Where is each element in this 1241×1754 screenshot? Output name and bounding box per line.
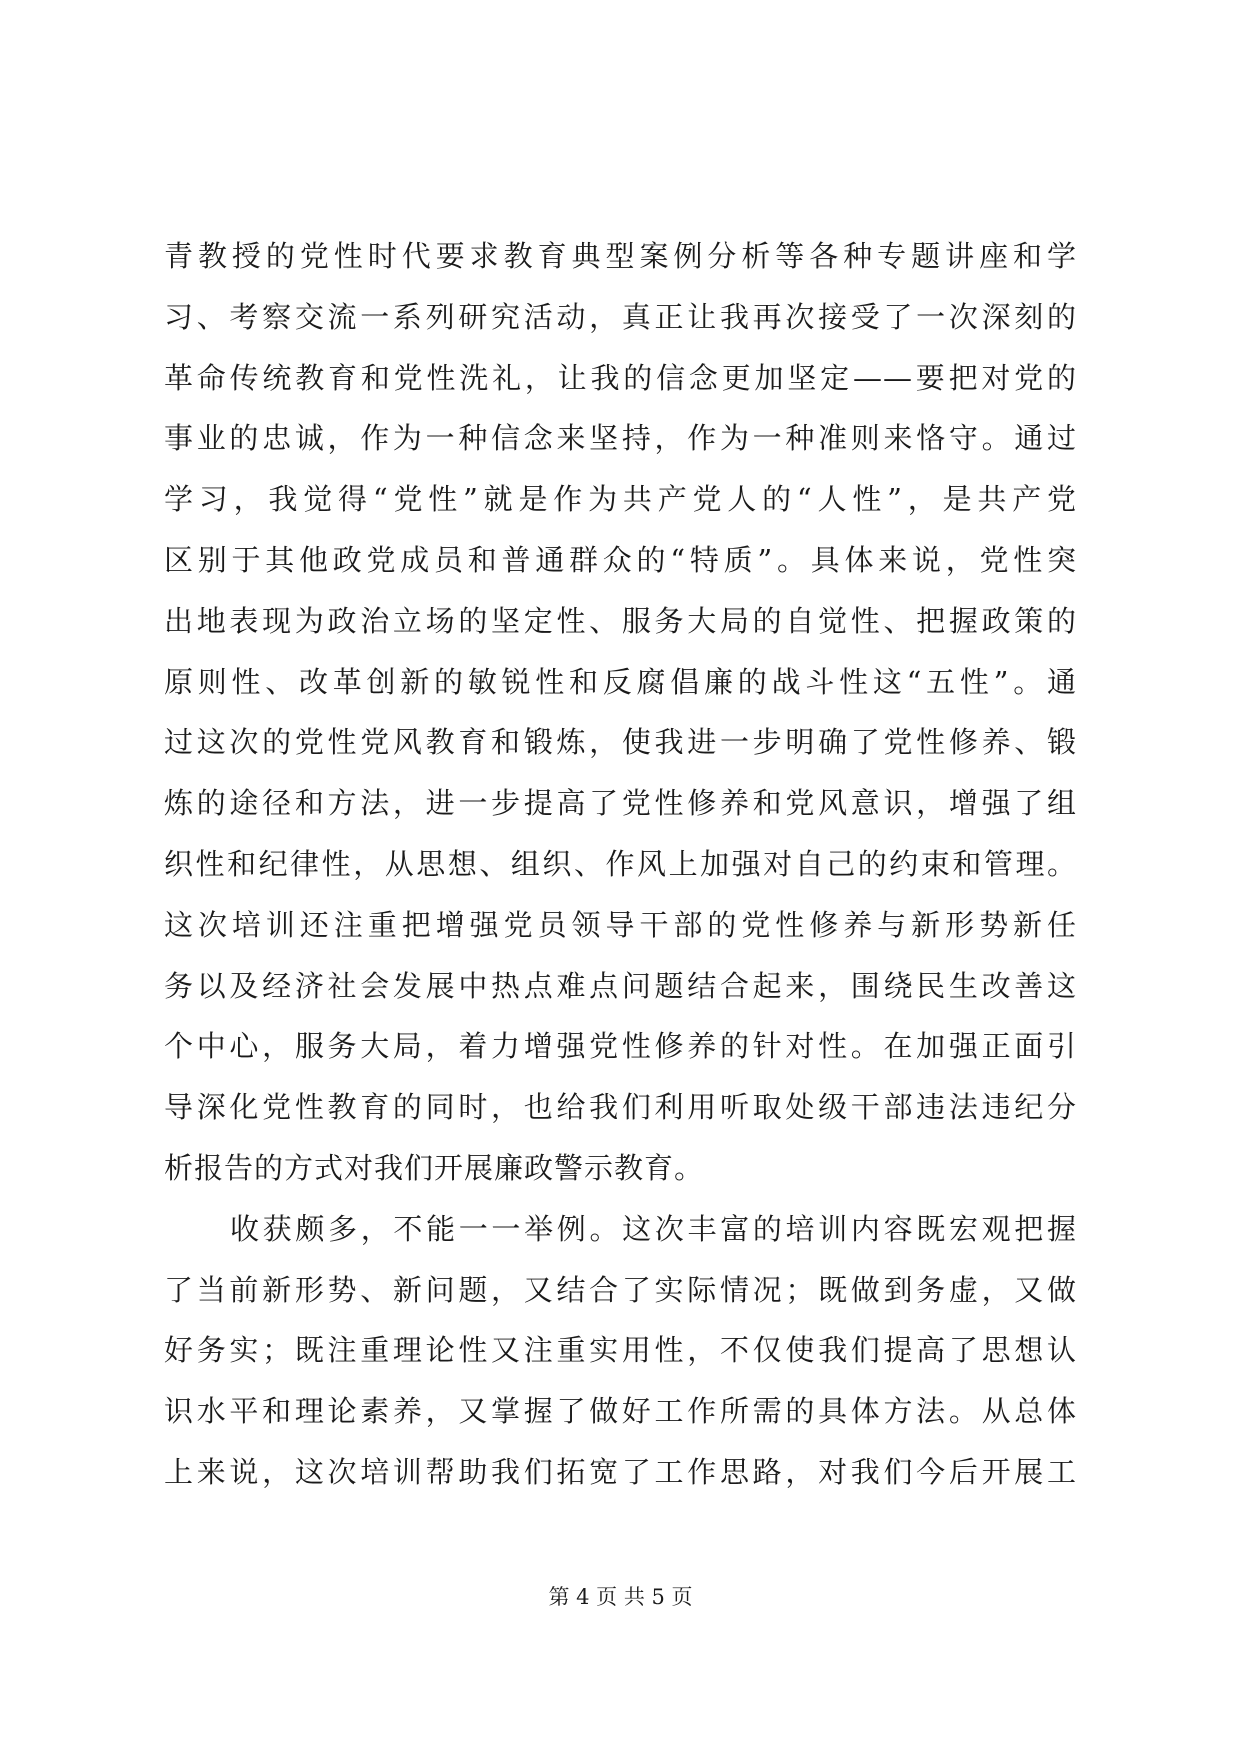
text-line: 导深化党性教育的同时，也给我们利用听取处级干部违法违纪分	[164, 1090, 1077, 1125]
text-line: 好务实；既注重理论性又注重实用性，不仅使我们提高了思想认	[164, 1333, 1077, 1368]
text-line: 青教授的党性时代要求教育典型案例分析等各种专题讲座和学	[164, 239, 1077, 273]
text-line: 事业的忠诚，作为一种信念来坚持，作为一种准则来恪守。通过	[164, 421, 1077, 456]
text-line: 织性和纪律性，从思想、组织、作风上加强对自己的约束和管理。	[164, 846, 1077, 881]
text-line: 原则性、改革创新的敏锐性和反腐倡廉的战斗性这“五性”。通	[164, 664, 1077, 699]
text-line: 上来说，这次培训帮助我们拓宽了工作思路，对我们今后开展工	[164, 1454, 1077, 1489]
paragraph-start-line: 收获颇多，不能一一举例。这次丰富的培训内容既宏观把握	[230, 1211, 1077, 1246]
text-line: 个中心，服务大局，着力增强党性修养的针对性。在加强正面引	[164, 1029, 1077, 1064]
text-line: 炼的途径和方法，进一步提高了党性修养和党风意识，增强了组	[164, 786, 1077, 821]
text-line: 学习，我觉得“党性”就是作为共产党人的“人性”，是共产党	[164, 482, 1077, 517]
body-text	[164, 226, 1077, 1503]
text-line: 出地表现为政治立场的坚定性、服务大局的自觉性、把握政策的	[164, 603, 1077, 638]
text-line: 过这次的党性党风教育和锻炼，使我进一步明确了党性修养、锻	[164, 725, 1077, 760]
text-line: 了当前新形势、新问题，又结合了实际情况；既做到务虚，又做	[164, 1272, 1077, 1307]
text-line: 革命传统教育和党性洗礼，让我的信念更加坚定——要把对党的	[164, 360, 1077, 395]
page-number-footer: 第 4 页 共 5 页	[548, 1585, 693, 1609]
text-line: 习、考察交流一系列研究活动，真正让我再次接受了一次深刻的	[164, 299, 1077, 334]
text-line: 区别于其他政党成员和普通群众的“特质”。具体来说，党性突	[164, 542, 1077, 577]
text-line: 识水平和理论素养，又掌握了做好工作所需的具体方法。从总体	[164, 1394, 1077, 1429]
text-line: 务以及经济社会发展中热点难点问题结合起来，围绕民生改善这	[164, 968, 1077, 1003]
text-line: 这次培训还注重把增强党员领导干部的党性修养与新形势新任	[164, 907, 1077, 942]
paragraph-end-line: 析报告的方式对我们开展廉政警示教育。	[164, 1150, 705, 1185]
